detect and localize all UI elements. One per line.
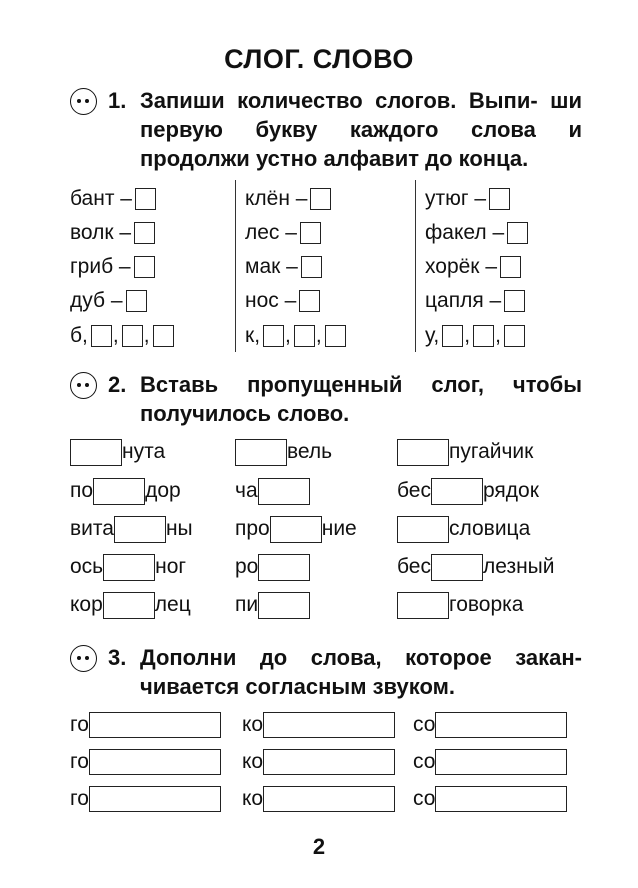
alphabet-row (245, 323, 346, 349)
word-label: дуб – (70, 289, 123, 312)
answer-box[interactable] (310, 188, 331, 210)
answer-box[interactable] (435, 749, 567, 775)
alphabet-row (70, 323, 174, 349)
word-label: факел – (425, 221, 505, 244)
task-instruction: Дополни до слова, которое закан- чивается согласным звуком. (140, 645, 582, 699)
answer-box[interactable] (122, 325, 143, 347)
complete-word-row (70, 712, 221, 738)
word-prefix: бес (397, 479, 431, 502)
alphabet-row (425, 323, 525, 349)
word-row (245, 288, 320, 314)
word-prefix: го (70, 750, 89, 773)
complete-word-row (242, 786, 395, 812)
word-prefix: ко (242, 713, 264, 736)
syllable-row (235, 592, 310, 618)
syllable-row (397, 516, 530, 542)
word-suffix: говорка (449, 593, 524, 616)
word-row (245, 220, 321, 246)
word-row (425, 254, 521, 280)
answer-box[interactable] (135, 188, 156, 210)
answer-box[interactable] (397, 439, 449, 466)
word-prefix: пи (235, 593, 259, 616)
syllable-row (235, 478, 310, 504)
word-prefix: по (70, 479, 94, 502)
syllable-row (70, 439, 165, 465)
word-prefix: вита (70, 517, 114, 540)
task-number: 3. (108, 645, 127, 670)
answer-box[interactable] (270, 516, 322, 543)
word-prefix: ча (235, 479, 258, 502)
task-number: 1. (108, 88, 127, 113)
word-suffix: рядок (482, 479, 539, 502)
comma: , (285, 324, 291, 347)
word-row (70, 254, 155, 280)
word-row (70, 288, 147, 314)
answer-box[interactable] (89, 712, 221, 738)
smiley-face-icon (70, 88, 97, 115)
syllable-row (235, 439, 332, 465)
word-label: клён – (245, 187, 308, 210)
word-prefix: со (413, 713, 436, 736)
word-suffix: лезный (482, 555, 555, 578)
word-row (425, 220, 528, 246)
smiley-face-icon (70, 372, 97, 399)
word-prefix: со (413, 787, 436, 810)
syllable-row (70, 478, 181, 504)
answer-box[interactable] (442, 325, 463, 347)
word-prefix: ро (235, 555, 259, 578)
page-title: СЛОГ. СЛОВО (224, 44, 414, 74)
word-prefix: бес (397, 555, 431, 578)
answer-box[interactable] (89, 786, 221, 812)
answer-box[interactable] (103, 554, 155, 581)
column-divider (415, 180, 416, 352)
answer-box[interactable] (397, 516, 449, 543)
comma: , (495, 324, 501, 347)
answer-box[interactable] (325, 325, 346, 347)
answer-box[interactable] (473, 325, 494, 347)
answer-box[interactable] (263, 712, 395, 738)
syllable-row (397, 478, 539, 504)
word-label: цапля – (425, 289, 502, 312)
page-number: 2 (312, 834, 326, 859)
word-label: нос – (245, 289, 297, 312)
syllable-row (235, 516, 357, 542)
comma: , (112, 324, 119, 347)
answer-box[interactable] (294, 325, 315, 347)
syllable-row (397, 439, 533, 465)
answer-box[interactable] (235, 439, 287, 466)
word-row (70, 220, 155, 246)
word-prefix: го (70, 787, 89, 810)
answer-box[interactable] (103, 592, 155, 619)
answer-box[interactable] (263, 325, 284, 347)
answer-box[interactable] (489, 188, 510, 210)
answer-box[interactable] (435, 712, 567, 738)
word-label: хорёк – (425, 255, 498, 278)
complete-word-row (242, 749, 395, 775)
answer-box[interactable] (89, 749, 221, 775)
word-prefix: го (70, 713, 89, 736)
alphabet-start-letter: б, (70, 324, 88, 347)
complete-word-row (413, 786, 567, 812)
word-suffix: лец (154, 593, 191, 616)
task-instruction: Вставь пропущенный слог, чтобы получилось слово. (140, 372, 582, 426)
word-prefix: ось (70, 555, 104, 578)
word-row (425, 186, 510, 212)
syllable-row (70, 592, 191, 618)
word-prefix: ко (242, 750, 264, 773)
word-suffix: пугайчик (449, 440, 534, 463)
task-number: 2. (108, 372, 127, 397)
word-row (70, 186, 156, 212)
complete-word-row (242, 712, 395, 738)
column-divider (235, 180, 236, 352)
answer-box[interactable] (299, 290, 320, 312)
answer-box[interactable] (263, 749, 395, 775)
complete-word-row (413, 749, 567, 775)
answer-box[interactable] (91, 325, 112, 347)
word-label: гриб – (70, 255, 131, 278)
word-suffix: ние (321, 517, 357, 540)
word-label: лес – (245, 221, 297, 244)
answer-box[interactable] (504, 325, 525, 347)
comma: , (315, 324, 322, 347)
answer-box[interactable] (397, 592, 449, 619)
task-instruction: Запиши количество слогов. Выпи- ши первую букву каждого слова и продолжи устно алфавит до конца. (140, 88, 582, 171)
answer-box[interactable] (134, 256, 155, 278)
word-suffix: дор (145, 479, 181, 502)
word-label: бант – (70, 187, 132, 210)
syllable-row (397, 592, 523, 618)
answer-box[interactable] (435, 786, 567, 812)
word-row (245, 186, 331, 212)
answer-box[interactable] (507, 222, 528, 244)
answer-box[interactable] (70, 439, 122, 466)
word-row (425, 288, 525, 314)
answer-box[interactable] (258, 592, 310, 619)
word-prefix: про (235, 517, 270, 540)
answer-box[interactable] (153, 325, 174, 347)
answer-box[interactable] (134, 222, 155, 244)
answer-box[interactable] (263, 786, 395, 812)
comma: , (464, 324, 471, 347)
smiley-face-icon (70, 645, 97, 672)
answer-box[interactable] (301, 256, 322, 278)
word-label: утюг – (425, 187, 487, 210)
syllable-row (397, 554, 555, 580)
word-prefix: со (413, 750, 436, 773)
syllable-row (70, 516, 193, 542)
answer-box[interactable] (93, 478, 145, 505)
syllable-row (70, 554, 186, 580)
answer-box[interactable] (258, 478, 310, 505)
answer-box[interactable] (258, 554, 310, 581)
word-suffix: словица (449, 517, 531, 540)
answer-box[interactable] (431, 478, 483, 505)
answer-box[interactable] (500, 256, 521, 278)
word-suffix: нута (122, 440, 166, 463)
answer-box[interactable] (300, 222, 321, 244)
complete-word-row (70, 749, 221, 775)
word-row (245, 254, 322, 280)
syllable-row (235, 554, 310, 580)
alphabet-start-letter: к, (245, 324, 261, 347)
answer-box[interactable] (431, 554, 483, 581)
alphabet-start-letter: у, (425, 324, 440, 347)
word-label: мак – (245, 255, 298, 278)
word-label: волк – (70, 221, 132, 244)
complete-word-row (70, 786, 221, 812)
word-prefix: ко (242, 787, 264, 810)
complete-word-row (413, 712, 567, 738)
word-suffix: вель (287, 440, 333, 463)
word-suffix: ног (155, 555, 187, 578)
answer-box[interactable] (504, 290, 525, 312)
answer-box[interactable] (114, 516, 166, 543)
word-prefix: кор (70, 593, 103, 616)
comma: , (143, 324, 150, 347)
word-suffix: ны (165, 517, 193, 540)
answer-box[interactable] (126, 290, 147, 312)
